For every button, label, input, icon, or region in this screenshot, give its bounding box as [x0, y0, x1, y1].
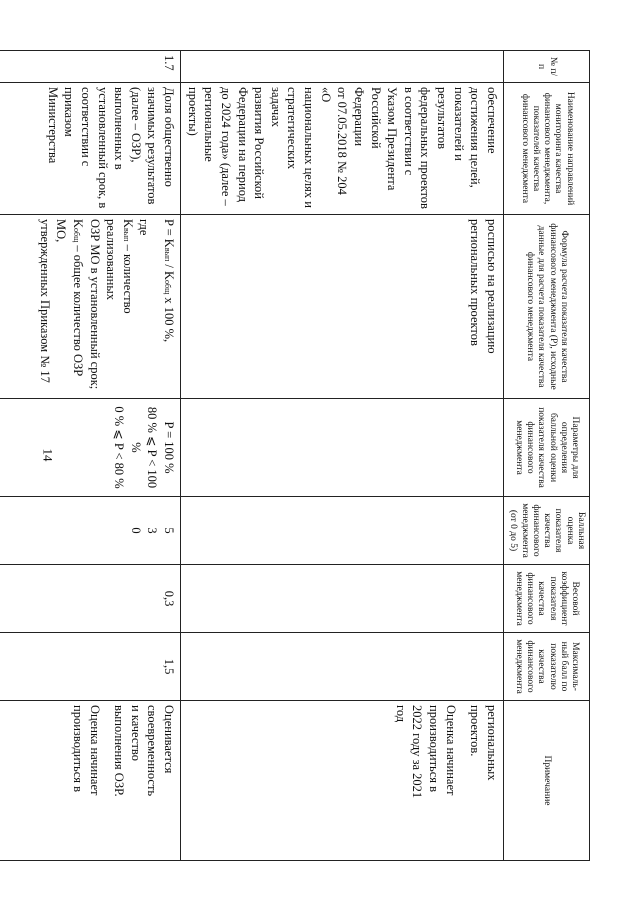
- row2-score: [0, 497, 181, 565]
- text-line: региональных: [485, 705, 499, 781]
- text-line: производиться в: [427, 705, 442, 793]
- text-line: установленный срок, в: [95, 87, 110, 209]
- score-line: 5: [162, 527, 177, 534]
- text-line: росписью на реализацию: [485, 219, 499, 354]
- text-line: Оценка начинает: [443, 705, 458, 796]
- header-note: Примечание: [504, 701, 590, 861]
- text-line: производиться в: [71, 705, 85, 793]
- formula-k1: Kвып – количество реализованных: [104, 219, 135, 314]
- table-header-row: [504, 51, 590, 861]
- row2-params: [0, 399, 181, 497]
- text-line: и качество: [128, 705, 143, 761]
- formula-k1-cont: ОЗР МО в установленный срок;: [87, 219, 102, 390]
- text-line: Оценка начинает: [87, 705, 102, 796]
- formula-main: P = Kвып / Kобщ x 100 %,: [162, 219, 177, 343]
- text-line: показателей и: [451, 87, 466, 161]
- criteria-table: [0, 50, 590, 861]
- text-line: год: [393, 705, 408, 723]
- text-line: региональные проекты): [185, 87, 217, 162]
- text-line: своевременность: [145, 705, 160, 797]
- header-params: Параметры для определения балльной оценки показателя качества финансового менеджмента: [504, 399, 590, 497]
- text-line: до 2024 года» (далее –: [219, 87, 233, 206]
- text-line: выполненных в: [112, 87, 127, 170]
- text-line: Федерации на период: [235, 87, 250, 202]
- formula-k2-cont: утвержденных Приказом № 17: [37, 219, 52, 383]
- text-line: стратегических задачах: [268, 87, 300, 170]
- header-max: Максималь-ный балл по показателю качества финансового менеджмента: [504, 633, 590, 701]
- text-line: Указом Президента: [385, 87, 400, 191]
- text-line: региональных проектов: [468, 219, 483, 346]
- header-num: № п/п: [504, 51, 590, 83]
- param-line: 0 % ⩽ P < 80 %: [112, 406, 127, 489]
- text-line: проектов.: [468, 705, 483, 757]
- text-line: Российской Федерации: [352, 87, 383, 149]
- text-line: достижения целей,: [468, 87, 483, 188]
- text-line: в соответствии с: [401, 87, 416, 176]
- text-line: 2022 году за 2021: [410, 705, 425, 799]
- row1-score: [181, 497, 504, 565]
- row1-note: [181, 701, 504, 861]
- header-score: Балльная оценка показателя качества финансового менеджмента (от 0 до 5): [504, 497, 590, 565]
- row1-weight: [181, 565, 504, 633]
- text-line: развития Российской: [252, 87, 267, 199]
- score-line: 3: [145, 527, 160, 534]
- text-line: значимых результатов: [145, 87, 160, 205]
- param-line: 80 % ⩽ P < 100 %: [128, 406, 160, 489]
- row2-name: [0, 83, 181, 215]
- param-line: P = 100 %: [162, 421, 177, 474]
- row1-params: [181, 399, 504, 497]
- text-line: результатов: [435, 87, 450, 150]
- page-number: 14: [40, 448, 56, 462]
- text-line: выполнения ОЗР.: [112, 705, 127, 797]
- row1-num: [181, 51, 504, 83]
- row2-num: 1.7: [0, 51, 181, 83]
- text-line: Доля общественно: [162, 87, 177, 187]
- row2-note: [0, 701, 181, 861]
- text-line: (далее – ОЗР),: [128, 87, 143, 163]
- formula-k2: Kобщ – общее количество ОЗР МО,: [54, 219, 85, 377]
- text-line: приказом Министерства: [45, 87, 77, 164]
- text-line: от 07.05.2018 № 204 «О: [318, 87, 350, 195]
- table-row: [0, 51, 181, 861]
- row1-formula: [181, 215, 504, 399]
- text-line: соответствии с: [79, 87, 93, 167]
- text-line: Оценивается: [162, 705, 177, 774]
- row2-weight: 0,3: [0, 565, 181, 633]
- score-line: 0: [128, 527, 143, 534]
- header-formula: Формула расчета показателя качества финансового менеджмента (P), исходные данные для расчета показателя качества финансового менеджмента: [504, 215, 590, 399]
- row2-formula: [0, 215, 181, 399]
- row1-max: [181, 633, 504, 701]
- header-weight: Весовой коэффициент показателя качества финансового менеджмента: [504, 565, 590, 633]
- text-line: федеральных проектов: [418, 87, 433, 209]
- text-line: обеспечение: [485, 87, 499, 154]
- row2-max: 1,5: [0, 633, 181, 701]
- formula-where: где: [137, 219, 152, 236]
- table-row: [181, 51, 504, 861]
- row1-name: [181, 83, 504, 215]
- text-line: национальных целях и: [302, 87, 317, 208]
- header-name: Наименование направлений мониторинга качества финансового менеджмента, показателей качества финансового менеджмента: [504, 83, 590, 215]
